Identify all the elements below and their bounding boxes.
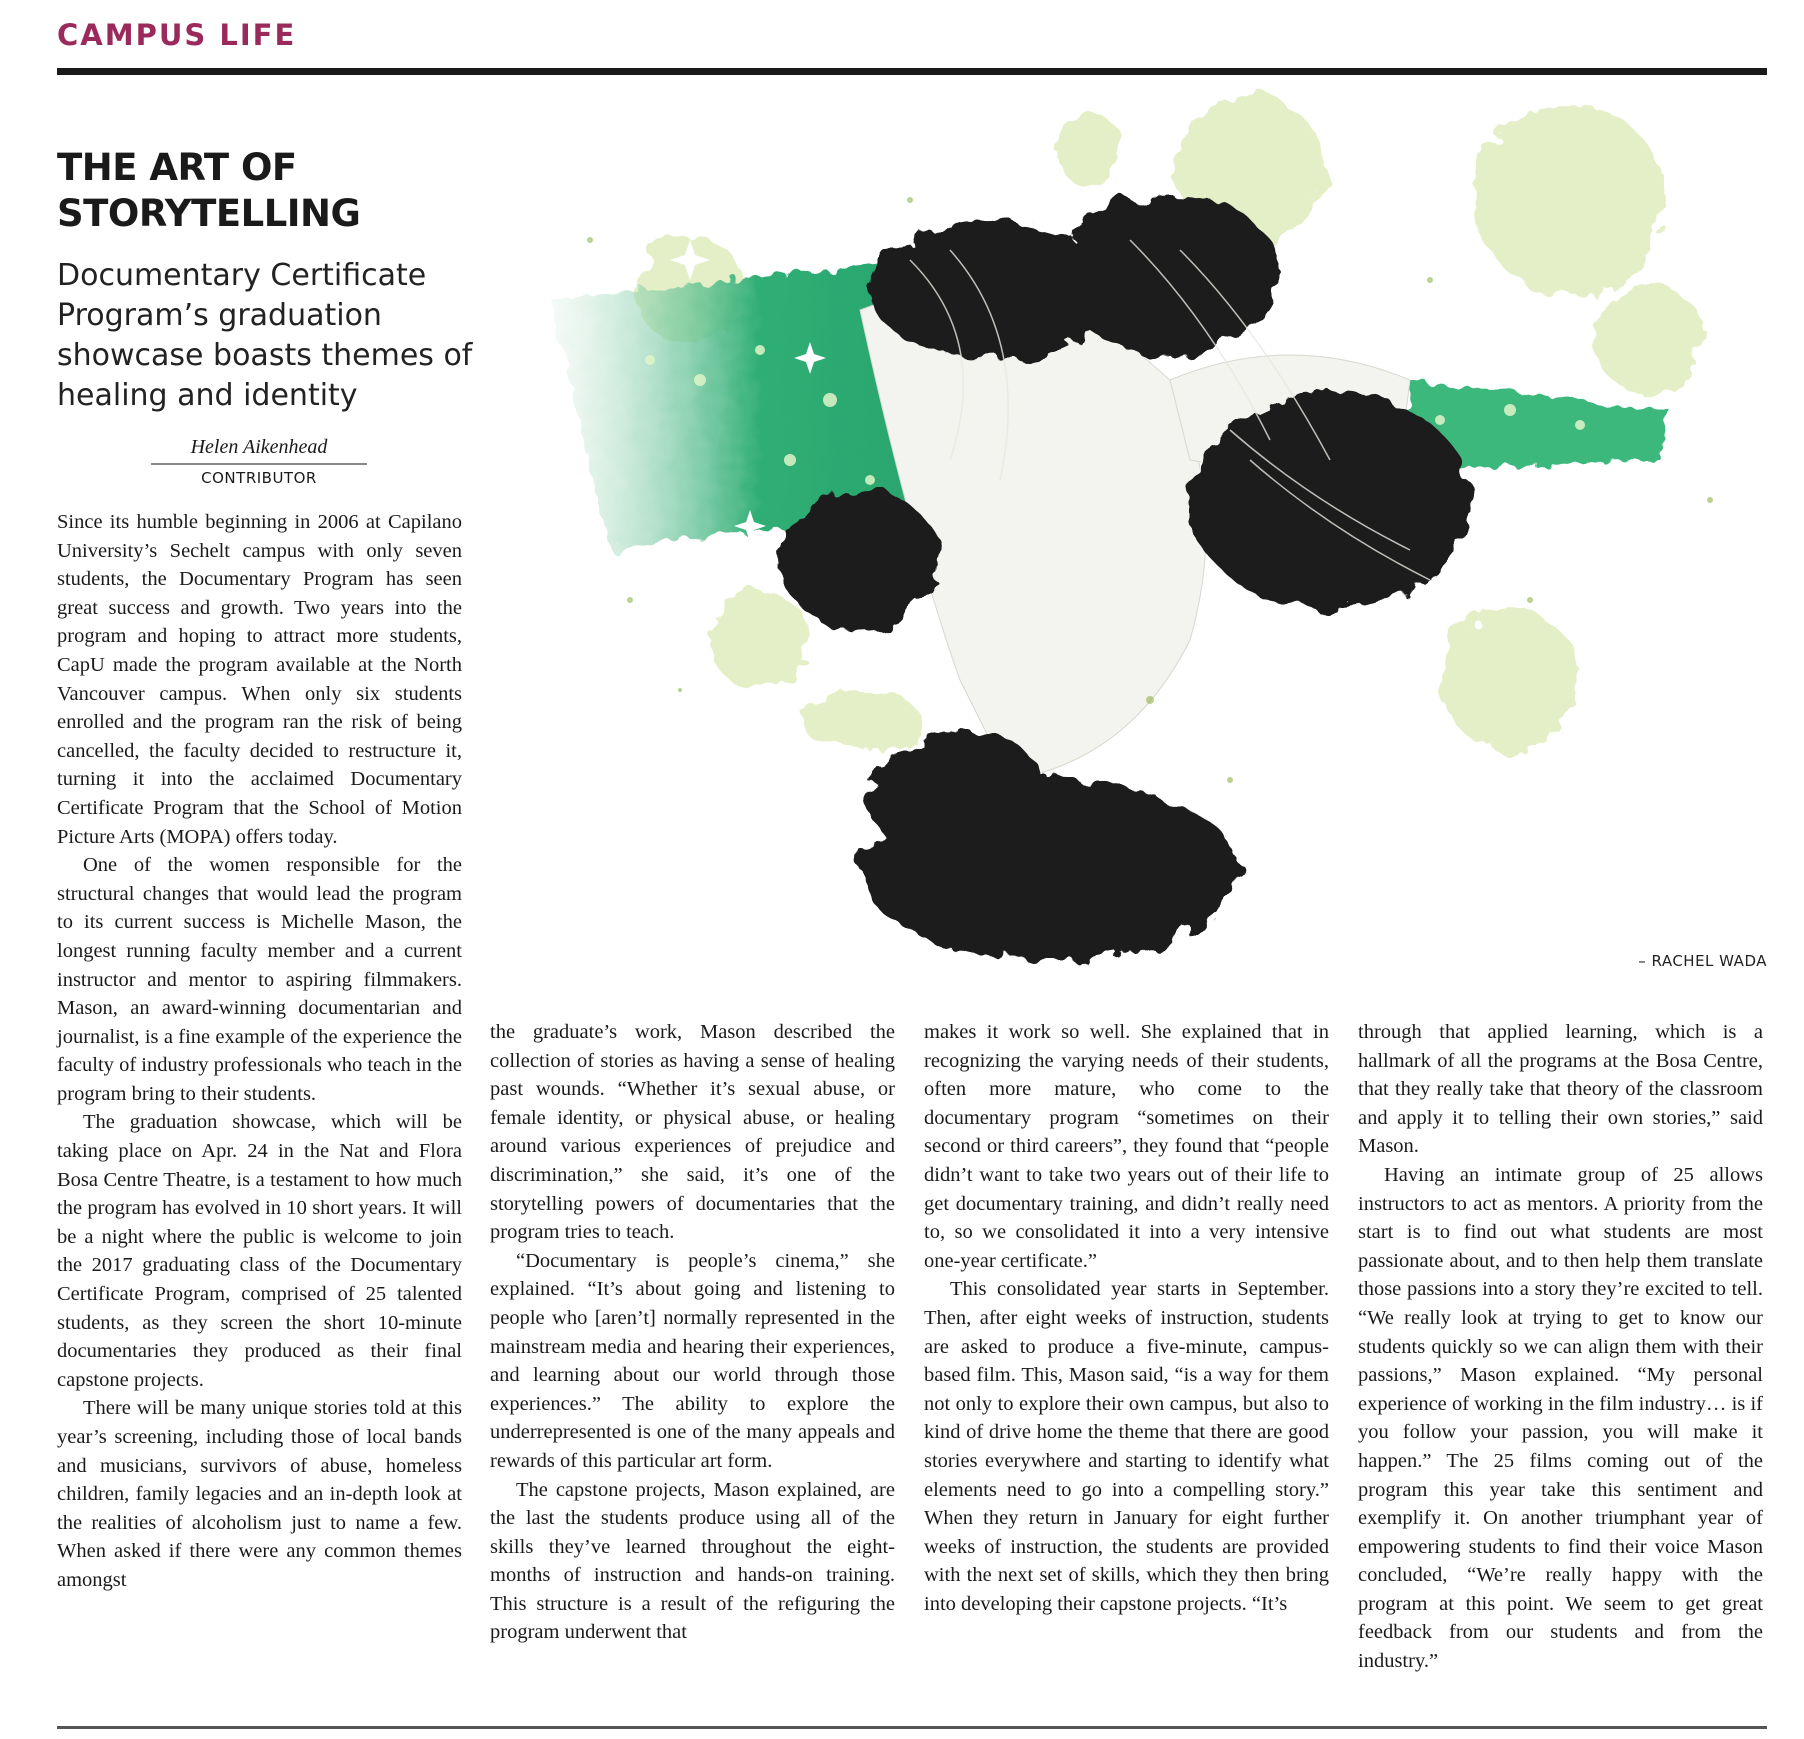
headline-line-1: THE ART OF	[57, 146, 297, 189]
paragraph: through that applied learning, which is a hallmark of all the programs at the Bosa Centre, that they really take that theory of the classroom and apply it to telling their own stories,” said Mason.	[1358, 1021, 1763, 1158]
byline-name: Helen Aikenhead	[151, 434, 367, 465]
paragraph: The capstone projects, Mason explained, are the last the students produce using all of the skills they’ve learned throughout the eight-months of instruction and hands-on training. This structure is a result of the refiguring the program underwent that	[490, 1478, 895, 1644]
article-column-2	[490, 1018, 895, 1647]
paragraph: the graduate’s work, Mason described the collection of stories as having a sense of healing past wounds. “Whether it’s sexual abuse, or female identity, or physical abuse, or healing around various experiences of prejudice and discrimination,” she said, it’s one of the storytelling powers of documentaries that the program tries to teach.	[490, 1021, 895, 1244]
article-column-4	[1358, 1018, 1763, 1676]
paragraph: makes it work so well. She explained that in recognizing the varying needs of their students, often more mature, who come to the documentary program “sometimes on their second or third careers”, they found that “people didn’t want to take two years out of their life to get documentary training, and didn’t really need to, so we consolidated it into a very intensive one-year certificate.”	[924, 1021, 1329, 1272]
paragraph: There will be many unique stories told at this year’s screening, including those of local bands and musicians, survivors of abuse, homeless children, family legacies and an in-depth look at the realities of alcoholism just to name a few. When asked if there were any common themes amongst	[57, 1397, 462, 1591]
headline-line-2: STORYTELLING	[57, 192, 361, 235]
paragraph: One of the women responsible for the structural changes that would lead the program to its current success is Michelle Mason, the longest running faculty member and a current instructor and mentor to aspiring filmmakers. Mason, an award-winning documentarian and journalist, is a fine example of the experience the faculty of industry professionals who teach in the program bring to their students.	[57, 854, 462, 1105]
bottom-rule	[57, 1726, 1767, 1729]
subhead: Documentary Certificate Program’s graduation showcase boasts themes of healing and identity	[57, 258, 473, 413]
paragraph: This consolidated year starts in September. Then, after eight weeks of instruction, students are asked to produce a five-minute, campus-based film. This, Mason said, “is a way for them not only to explore their own campus, but also to kind of drive home the theme that there are good stories everywhere and starting to identify what elements need to go into a compelling story.” When they return in January for eight further weeks of instruction, the students are provided with the next set of skills, which they then bring into developing their capstone projects. “It’s	[924, 1278, 1329, 1615]
paragraph: “Documentary is people’s cinema,” she explained. “It’s about going and listening to people who [aren’t] normally represented in the mainstream media and hearing their experiences, and learning about our world through those experiences.” The ability to explore the underrepresented is one of the many appeals and rewards of this particular art form.	[490, 1249, 895, 1472]
illustration-credit: – RACHEL WADA	[1638, 952, 1767, 970]
byline-role: CONTRIBUTOR	[201, 469, 317, 487]
paragraph: Having an intimate group of 25 allows instructors to act as mentors. A priority from the start is to find out what students are most passionate about, and to then help them translate those passions into a story they’re excited to tell. “We really look at trying to get to know our students quickly so we can align them with their passions,” Mason explained. “My personal experience of working in the film industry… is if you follow your passion, you will make it happen.” The 25 films coming out of the program this year take this sentiment and exemplify it. On another triumphant year of empowering students to find their voice Mason concluded, “We’re really happy with the program at this point. We seem to get great feedback from our students and from the industry.”	[1358, 1163, 1763, 1673]
article-column-3	[924, 1018, 1329, 1618]
paragraph: The graduation showcase, which will be taking place on Apr. 24 in the Nat and Flora Bosa Centre Theatre, is a testament to how much the program has evolved in 10 short years. It will be a night where the public is welcome to join the 2017 graduating class of the Documentary Certificate Program, comprised of 25 talented students, as they screen the short 10-minute documentaries they produced as their final capstone projects.	[57, 1111, 462, 1391]
illustration	[530, 80, 1767, 980]
top-rule	[57, 68, 1767, 75]
headline	[57, 145, 477, 237]
byline	[151, 434, 367, 487]
article-column-1	[57, 508, 462, 1595]
paragraph: Since its humble beginning in 2006 at Capilano University’s Sechelt campus with only seven students, the Documentary Program has seen great success and growth. Two years into the program and hoping to attract more students, CapU made the program available at the North Vancouver campus. When only six students enrolled and the program ran the risk of being cancelled, the faculty decided to restructure it, turning it into the acclaimed Documentary Certificate Program that the School of Motion Picture Arts (MOPA) offers today.	[57, 511, 462, 848]
section-label: CAMPUS LIFE	[57, 18, 297, 52]
